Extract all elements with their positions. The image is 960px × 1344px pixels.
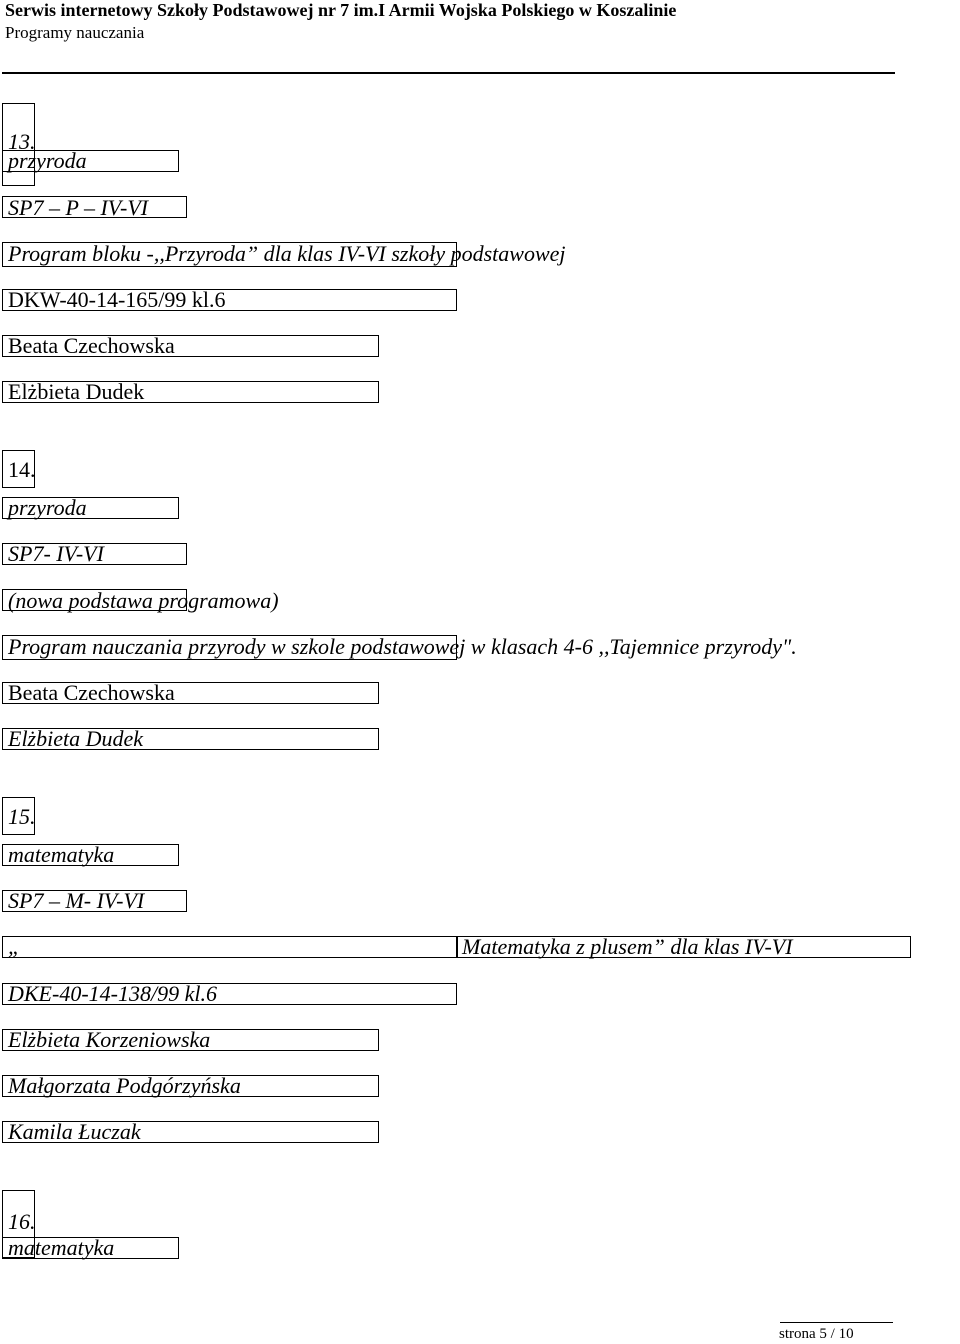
entry-title-open-quote: „ bbox=[8, 934, 21, 959]
entry-subject: matematyka bbox=[8, 1235, 115, 1260]
entry-subject: matematyka bbox=[8, 842, 115, 867]
entry-subject: przyroda bbox=[8, 495, 87, 520]
field-box bbox=[2, 936, 457, 958]
entry-author: Beata Czechowska bbox=[8, 333, 175, 358]
entry-number: 14. bbox=[8, 457, 36, 482]
section-title: Programy nauczania bbox=[5, 23, 145, 42]
entry-code: SP7 – P – IV-VI bbox=[8, 195, 149, 220]
entry-code: SP7 – M- IV-VI bbox=[8, 888, 145, 913]
entry-author: Elżbieta Dudek bbox=[8, 726, 144, 751]
entry-number: 13. bbox=[8, 129, 36, 154]
entry-author: Małgorzata Podgórzyńska bbox=[8, 1073, 241, 1098]
entry-code: SP7- IV-VI bbox=[8, 541, 104, 566]
entry-author: Kamila Łuczak bbox=[8, 1119, 141, 1144]
entry-title: Program bloku -,,Przyroda” dla klas IV-VI szkoły podstawowej bbox=[8, 241, 566, 266]
entry-title: Program nauczania przyrody w szkole podstawowej w klasach 4-6 ,,Tajemnice przyrody". bbox=[8, 634, 797, 659]
entry-note: (nowa podstawa programowa) bbox=[8, 588, 279, 613]
site-title: Serwis internetowy Szkoły Podstawowej nr 7 im.I Armii Wojska Polskiego w Koszalinie bbox=[5, 0, 677, 20]
entry-subject: przyroda bbox=[8, 148, 87, 173]
footer-divider bbox=[780, 1322, 893, 1323]
entry-approval: DKE-40-14-138/99 kl.6 bbox=[8, 981, 217, 1006]
entry-approval: DKW-40-14-165/99 kl.6 bbox=[8, 287, 226, 312]
entry-author: Elżbieta Korzeniowska bbox=[8, 1027, 211, 1052]
entry-number: 15. bbox=[8, 804, 36, 829]
header-divider bbox=[2, 72, 895, 74]
entry-author: Beata Czechowska bbox=[8, 680, 175, 705]
entry-title: Matematyka z plusem” dla klas IV-VI bbox=[462, 934, 793, 959]
entry-number: 16. bbox=[8, 1209, 36, 1234]
page-number: strona 5 / 10 bbox=[779, 1326, 854, 1342]
entry-author: Elżbieta Dudek bbox=[8, 379, 145, 404]
